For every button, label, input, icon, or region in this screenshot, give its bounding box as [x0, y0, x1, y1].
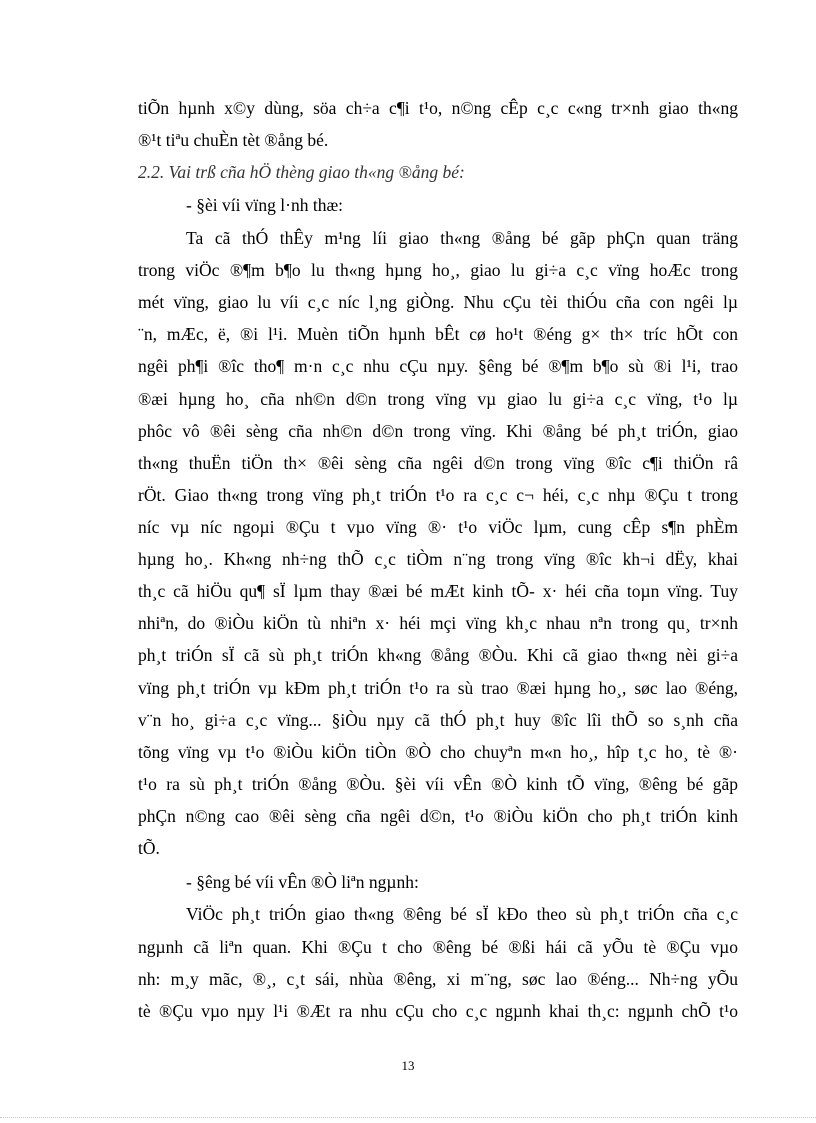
body-text-line: mét vïng, giao lu víi c¸c níc l¸ng giÒng. Nhu cÇu tèi thiÓu cña con ngêi lµ [138, 292, 738, 312]
body-text-line: th«ng thuËn tiÖn th× ®êi sèng cña ngêi d©n trong vïng ®îc c¶i thiÖn râ [138, 453, 738, 473]
body-text-line: tiÕn hµnh x©y dùng, söa ch÷a c¶i t¹o, n©ng cÊp c¸c c«ng tr×nh giao th«ng [138, 98, 738, 118]
section-heading: 2.2. Vai trß cña hÖ thèng giao th«ng ®ång bé: [138, 162, 465, 182]
body-text-line: ®æi hµng ho¸ cña nh©n d©n trong vïng vµ giao lu gi÷a c¸c vïng, t¹o lµ [138, 389, 738, 409]
body-text-line: phôc vô ®êi sèng cña nh©n d©n trong vïng. Khi ®ång bé ph¸t triÓn, giao [138, 421, 738, 441]
body-text-line: vïng ph¸t triÓn vµ kÐm ph¸t triÓn t¹o ra sù trao ®æi hµng ho¸, søc lao ®éng, [138, 678, 738, 698]
body-text-line: nhiªn, do ®iÒu kiÖn tù nhiªn x· héi mçi vïng kh¸c nhau nªn trong qu¸ tr×nh [138, 613, 738, 633]
body-text-line: th¸c cã hiÖu qu¶ sÏ lµm thay ®æi bé mÆt kinh tÕ- x· héi cña toµn vïng. Tuy [138, 581, 738, 601]
body-text-line: tõng vïng vµ t¹o ®iÒu kiÖn tiÒn ®Ò cho chuyªn m«n ho¸, hîp t¸c ho¸ tè ®· [138, 742, 738, 762]
body-text-line: ®¹t tiªu chuÈn tèt ®ång bé. [138, 130, 329, 150]
body-text-line: ngµnh cã liªn quan. Khi ®Çu t cho ®êng bé ®ßi hái cã yÕu tè ®Çu vµo [138, 937, 738, 957]
body-text-line: t¹o ra sù ph¸t triÓn ®ång ®Òu. §èi víi vÊn ®Ò kinh tÕ vïng, ®êng bé gãp [138, 774, 738, 794]
body-text-line: v¨n ho¸ gi÷a c¸c vïng... §iÒu nµy cã thÓ ph¸t huy ®îc lîi thÕ so s¸nh cña [138, 710, 738, 730]
body-text-line: ngêi ph¶i ®îc tho¶ m·n c¸c nhu cÇu nµy. §êng bé ®¶m b¶o sù ®i l¹i, trao [138, 356, 738, 376]
body-text-line: tÕ. [138, 838, 160, 858]
body-text-line: rÖt. Giao th«ng trong vïng ph¸t triÓn t¹o ra c¸c c¬ héi, c¸c nhµ ®Çu t trong [138, 485, 738, 505]
body-text-line: Ta cã thÓ thÊy m¹ng líi giao th«ng ®ång bé gãp phÇn quan träng [186, 228, 738, 248]
body-text-line: nh: m¸y mãc, ®¸, c¸t sái, nhùa ®êng, xi m¨ng, søc lao ®éng... Nh÷ng yÕu [138, 969, 738, 989]
subheading: - §êng bé víi vÊn ®Ò liªn ngµnh: [186, 872, 419, 892]
subheading: - §èi víi vïng l·nh thæ: [186, 195, 344, 215]
body-text-line: níc vµ níc ngoµi ®Çu t vµo vïng ®· t¹o viÖc lµm, cung cÊp s¶n phÈm [138, 517, 738, 537]
body-text-line: ViÖc ph¸t triÓn giao th«ng ®êng bé sÏ kÐo theo sù ph¸t triÓn cña c¸c [186, 904, 738, 924]
body-text-line: tè ®Çu vµo nµy l¹i ®Æt ra nhu cÇu cho c¸c ngµnh khai th¸c: ngµnh chÕ t¹o [138, 1001, 738, 1021]
body-text-line: hµng ho¸. Kh«ng nh÷ng thÕ c¸c tiÒm n¨ng trong vïng ®îc kh¬i dËy, khai [138, 549, 738, 569]
body-text-line: ¨n, mÆc, ë, ®i l¹i. Muèn tiÕn hµnh bÊt cø ho¹t ®éng g× th× tríc hÕt con [138, 324, 738, 344]
body-text-line: ph¸t triÓn sÏ cã sù ph¸t triÓn kh«ng ®ång ®Òu. Khi cã giao th«ng nèi gi÷a [138, 645, 738, 665]
page-bottom-divider [0, 1117, 816, 1118]
body-text-line: trong viÖc ®¶m b¶o lu th«ng hµng ho¸, giao lu gi÷a c¸c vïng hoÆc trong [138, 260, 738, 280]
page-number: 13 [401, 1058, 415, 1073]
body-text-line: phÇn n©ng cao ®êi sèng cña ngêi d©n, t¹o ®iÒu kiÖn cho ph¸t triÓn kinh [138, 806, 738, 826]
